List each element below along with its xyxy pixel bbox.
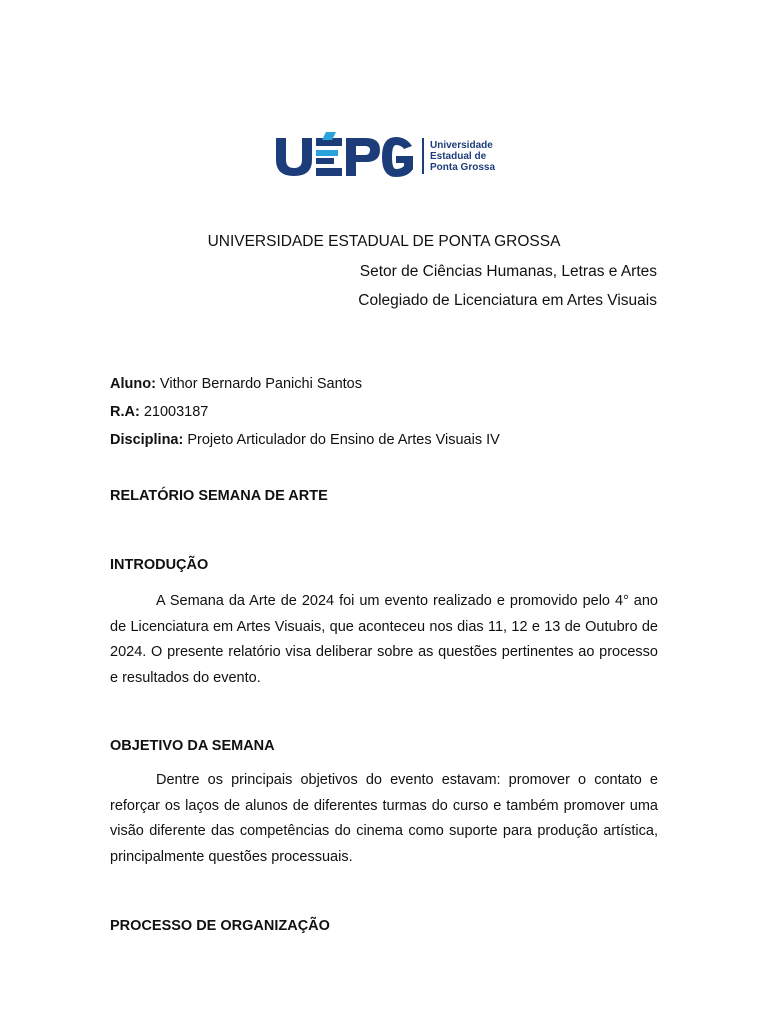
discipline: Projeto Articulador do Ensino de Artes Visuais IV [183,432,500,448]
uepg-logo [274,128,504,180]
sector-name: Setor de Ciências Humanas, Letras e Artes [359,263,657,280]
logo-line-2: Estadual de [430,151,487,162]
college-name: Colegiado de Licenciatura em Artes Visuais [358,292,657,309]
discipline-line [110,432,500,448]
logo-line-1: Universidade [430,140,493,151]
objective-heading: OBJETIVO DA SEMANA [110,738,275,754]
objective-paragraph: Dentre os principais objetivos do evento estavam: promover o contato e reforçar os laços de alunos de diferentes turmas do curso e também promover uma visão diferente das competências do cinema como suporte para produção artística, principalmente questões processuais. [110,772,658,865]
logo-divider [422,138,424,174]
discipline-label: Disciplina: [110,432,184,448]
student-ra: 21003187 [139,404,209,420]
intro-heading: INTRODUÇÃO [110,557,209,573]
university-name: UNIVERSIDADE ESTADUAL DE PONTA GROSSA [207,233,561,250]
process-heading: PROCESSO DE ORGANIZAÇÃO [110,918,330,934]
intro-paragraph: A Semana da Arte de 2024 foi um evento realizado e promovido pelo 4° ano de Licenciatura em Artes Visuais, que aconteceu nos dias 11, 12 e 13 de Outubro de 2024. O presente relatório visa deliberar sobre as questões pertinentes ao processo e resultados do evento. [110,593,658,686]
student-ra-line [110,404,208,420]
student-ra-label: R.A: [110,404,140,420]
student-name-label: Aluno: [110,376,156,392]
logo-wordmark [430,140,495,173]
student-name: Vithor Bernardo Panichi Santos [155,376,362,392]
report-title: RELATÓRIO SEMANA DE ARTE [110,488,328,504]
uepg-logo-mark [274,128,416,180]
logo-line-3: Ponta Grossa [430,162,496,173]
student-name-line [110,376,362,392]
